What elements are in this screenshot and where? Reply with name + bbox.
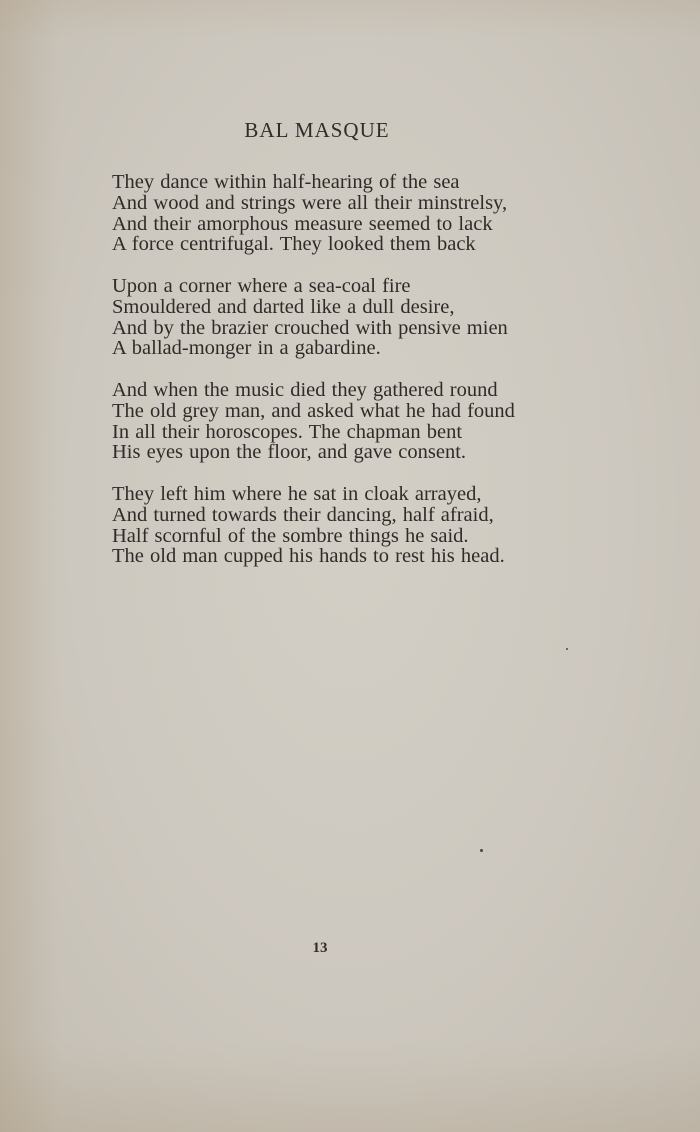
stanza-4 (112, 484, 632, 567)
poem-line: And wood and strings were all their minstrelsy, (112, 191, 508, 214)
poem-line: And turned towards their dancing, half afraid, (112, 503, 494, 526)
poem-line: They dance within half-hearing of the sea (112, 171, 460, 193)
poem-line: And their amorphous measure seemed to lack (112, 212, 493, 235)
poem-line: And when the music died they gathered round (112, 378, 498, 401)
poem-line: A force centrifugal. They looked them back (112, 233, 476, 256)
paper-speck (480, 849, 483, 852)
poem-line: The old grey man, and asked what he had found (112, 399, 515, 422)
poem-line: In all their horoscopes. The chapman bent (112, 420, 463, 443)
poem-title: BAL MASQUE (244, 118, 390, 142)
stanza-1 (112, 172, 632, 255)
poem-body (112, 172, 632, 588)
poem-line: Smouldered and darted like a dull desire, (112, 295, 455, 318)
poem-line: They left him where he sat in cloak arrayed, (112, 482, 482, 505)
page-edge-shading-bottom (0, 1042, 700, 1132)
poem-line: Upon a corner where a sea-coal fire (112, 274, 411, 297)
page-number: 13 (312, 940, 328, 956)
poem-line: Half scornful of the sombre things he said. (112, 524, 469, 547)
page-edge-shading-top (0, 0, 700, 40)
poem-line: A ballad-monger in a gabardine. (112, 337, 381, 360)
stanza-3 (112, 380, 632, 463)
stanza-2 (112, 276, 632, 359)
poem-line: His eyes upon the floor, and gave consent. (112, 441, 467, 464)
poem-line: The old man cupped his hands to rest his head. (112, 545, 505, 568)
paper-speck (566, 648, 568, 650)
page-edge-shading-left (0, 0, 60, 1132)
poem-line: And by the brazier crouched with pensive mien (112, 316, 508, 339)
